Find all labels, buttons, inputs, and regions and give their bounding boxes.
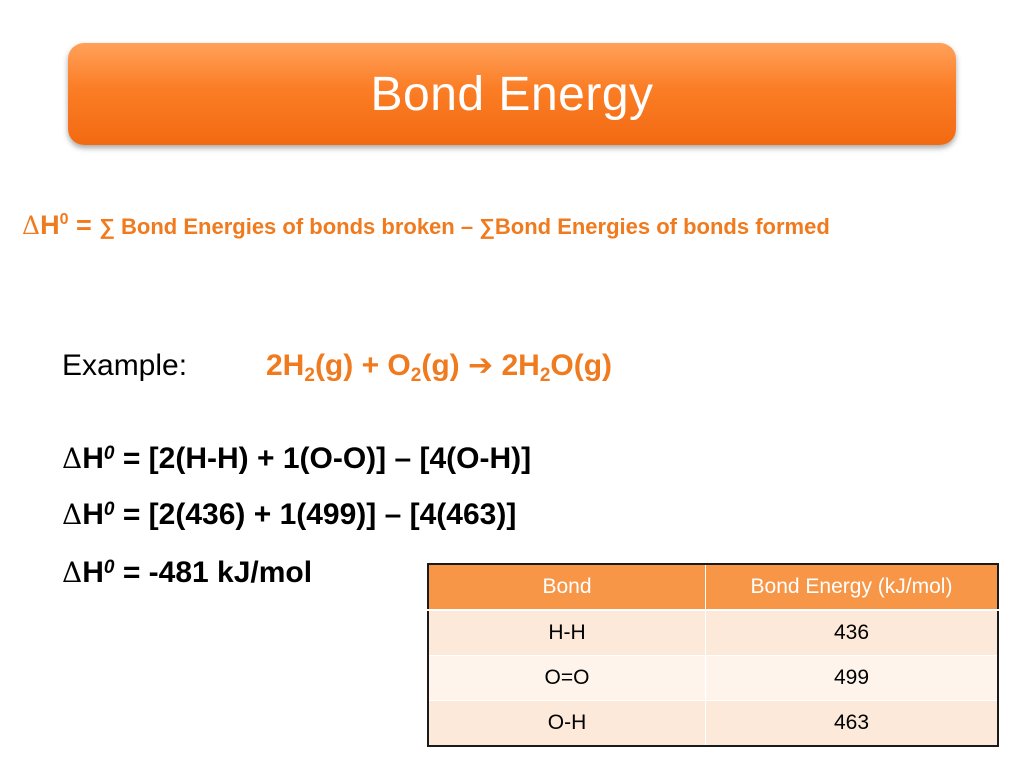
table-row: [428, 656, 998, 701]
bond-cell: O=O: [428, 656, 706, 701]
header-bond: Bond: [428, 564, 706, 610]
delta-symbol: Δ: [62, 498, 83, 531]
energy-cell: 463: [706, 701, 999, 747]
table-row: [428, 701, 998, 747]
table-row: [428, 610, 998, 656]
example-row: [62, 348, 612, 392]
delta-symbol: Δ: [22, 211, 41, 240]
table-header-row: [428, 564, 998, 610]
formula-text: ∑ Bond Energies of bonds broken – ∑Bond Energies of bonds formed: [99, 214, 830, 239]
title-banner: [68, 43, 956, 145]
bond-cell: H-H: [428, 610, 706, 656]
formula-h: H: [40, 210, 60, 240]
example-label: Example:: [62, 349, 188, 382]
formula-superscript: 0: [59, 211, 69, 228]
equation-line-2: $\Delta H^0 = [2(436) + 1(499)] - [4(463)]$: [62, 498, 517, 531]
bond-cell: O-H: [428, 701, 706, 747]
bond-energy-table: [427, 563, 999, 747]
enthalpy-formula: [22, 210, 1017, 241]
energy-cell: 436: [706, 610, 999, 656]
reaction-equation: $2H_2(g) + O_2(g)$ ➔ $2H_2O(g)$: [266, 349, 613, 386]
slide-title: Bond Energy: [370, 67, 654, 121]
reaction-arrow-icon: ➔: [468, 349, 494, 382]
header-bond-energy: Bond Energy (kJ/mol): [706, 564, 999, 610]
formula-equals: =: [68, 210, 100, 240]
delta-symbol: Δ: [62, 442, 83, 475]
equation-line-1: $\Delta H^0 = [2(H-H) + 1(O-O)] - [4(O-H)]$: [62, 442, 532, 475]
energy-cell: 499: [706, 656, 999, 701]
equation-line-3: $\Delta H^0 = -481$ kJ/mol: [62, 556, 313, 589]
delta-symbol: Δ: [62, 556, 83, 589]
